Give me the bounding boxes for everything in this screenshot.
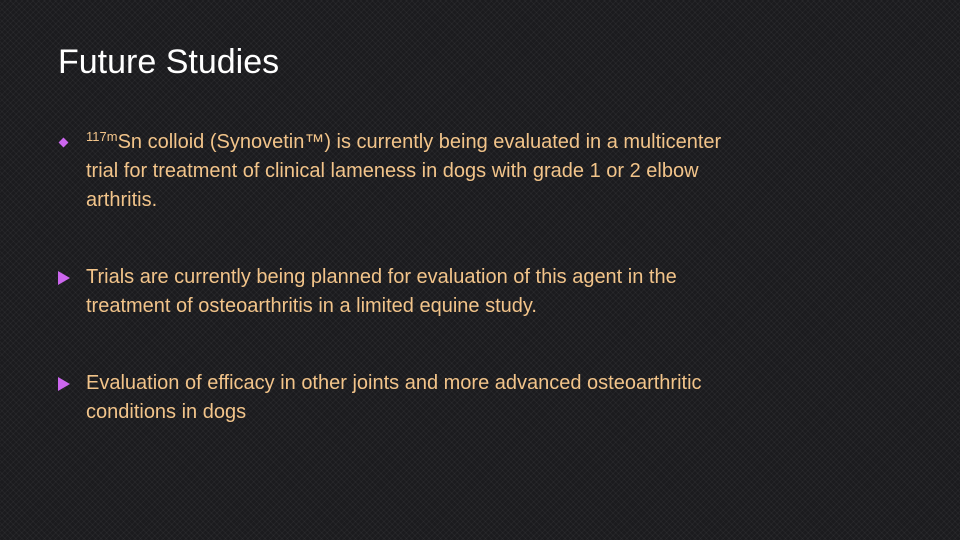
- isotope-superscript: 117m: [86, 129, 118, 144]
- bullet-item: [58, 263, 878, 321]
- arrow-icon: [58, 271, 70, 285]
- bullet-line: [86, 128, 878, 157]
- bullet-line-text: Sn colloid (Synovetin™) is currently being evaluated in a multicenter: [117, 131, 722, 153]
- bullet-line: Trials are currently being planned for evaluation of this agent in the: [86, 266, 677, 288]
- bullet-line: conditions in dogs: [86, 401, 247, 423]
- bullet-line: trial for treatment of clinical lameness in dogs with grade 1 or 2 elbow: [86, 160, 699, 182]
- arrow-icon: [58, 377, 70, 391]
- bullet-line: treatment of osteoarthritis in a limited equine study.: [86, 295, 537, 317]
- slide-title: Future Studies: [58, 43, 280, 81]
- bullet-item: [58, 128, 878, 215]
- bullet-line: Evaluation of efficacy in other joints and more advanced osteoarthritic: [86, 372, 702, 394]
- diamond-icon: [59, 138, 69, 148]
- bullet-line: arthritis.: [86, 189, 158, 211]
- bullet-item: [58, 369, 878, 427]
- bullet-list: [58, 128, 878, 427]
